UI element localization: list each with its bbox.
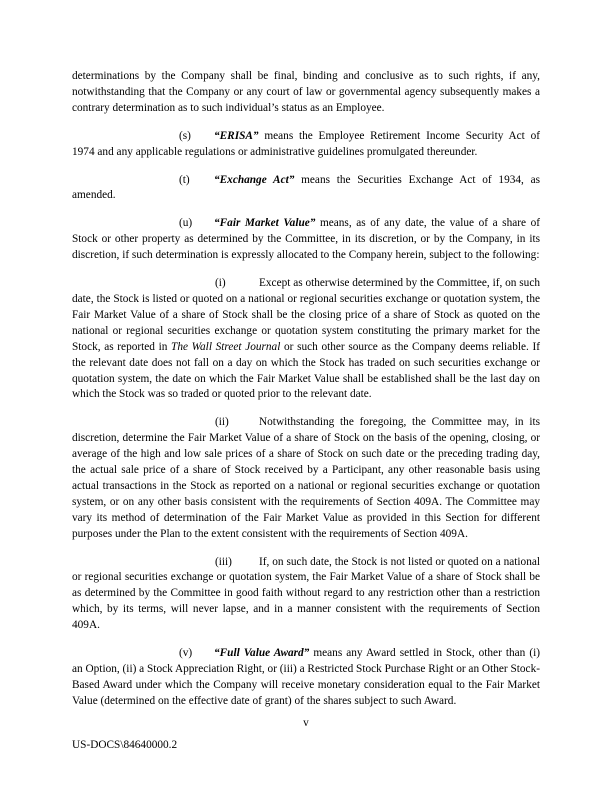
defined-term: “Full Value Award” (214, 647, 310, 660)
definition-full-value-award (72, 646, 540, 710)
document-id: US-DOCS\84640000.2 (72, 739, 178, 751)
subsection-text: Notwithstanding the foregoing, the Committee may, in its discretion, determine the Fair Market Value of a share of Stock on the basis of the opening, closing, or average of the high and low sale prices of a share of Stock on such date or the preceding trading day, the actual sale price of a share of Stock received by a Participant, any other reasonable basis using actual transactions in the Stock as reported on a national or regional securities exchange or quotation system, or on any other basis consistent with the requirements of Section 409A. The Committee may vary its method of determination of the Fair Market Value as provided in this Section for different purposes under the Plan to the extent consistent with the requirements of Section 409A. (72, 416, 540, 540)
subsection-text-part-b: or such other source as the Company deems reliable. If the relevant date does not fall on a day on which the Stock has traded on such securities exchange or quotation system, the date on which the Fair Market Value shall be established shall be the last day on which the Stock was so traded or quoted prior to the relevant date. (72, 340, 541, 401)
defined-term: “Fair Market Value” (214, 217, 316, 230)
subsection-text-part-a: Except as otherwise determined by the Committee, if, on such date, the Stock is listed or quoted on a national or regional securities exchange or quotation system, the Fair Market Value of a share of Stock shall be the closing price of a share of Stock as quoted on the national or regional securities exchange or quotation system constituting the primary market for the Stock, as reported in (72, 277, 540, 353)
definition-number: (s) (179, 129, 191, 142)
paragraph-continuation (72, 69, 540, 117)
publication-title: The Wall Street Journal (171, 340, 281, 353)
subsection-number: (iii) (215, 555, 232, 568)
subsection-ii (72, 415, 540, 542)
definition-exchange-act (72, 173, 540, 205)
definition-number: (v) (179, 647, 193, 660)
subsection-number: (ii) (215, 416, 229, 429)
definition-text: means the Securities Exchange Act of 1934, as amended. (72, 173, 541, 202)
definition-text: means, as of any date, the value of a share of Stock or other property as determined by the Committee, in its discretion, or by the Company, in its discretion, if such determination is expressly allocated to the Company herein, subject to the following: (72, 217, 540, 262)
definition-fair-market-value (72, 216, 540, 264)
defined-term: “ERISA” (214, 129, 259, 142)
definition-text: means the Employee Retirement Income Security Act of 1974 and any applicable regulations or administrative guidelines promulgated thereunder. (72, 129, 540, 158)
subsection-number: (i) (215, 277, 226, 290)
subsection-iii (72, 555, 540, 635)
page-number: v (303, 717, 309, 729)
definition-number: (t) (179, 173, 190, 186)
definition-text: means any Award settled in Stock, other than (i) an Option, (ii) a Stock Appreciation Right, or (iii) a Restricted Stock Purchase Right or an Other Stock-Based Award under which the Company will receive monetary consideration equal to the Fair Market Value (determined on the effective date of grant) of the shares subject to such Award. (72, 647, 540, 707)
subsection-i (72, 276, 540, 403)
defined-term: “Exchange Act” (214, 173, 295, 186)
document-body (72, 69, 540, 721)
definition-number: (u) (179, 217, 193, 230)
paragraph-text: determinations by the Company shall be final, binding and conclusive as to such rights, if any, notwithstanding that the Company or any court of law or governmental agency subsequently makes a contrary determination as to such individual’s status as an Employee. (72, 70, 540, 114)
subsection-text: If, on such date, the Stock is not listed or quoted on a national or regional securities exchange or quotation system, the Fair Market Value of a share of Stock shall be as determined by the Committee in good faith without regard to any restriction other than a restriction which, by its terms, will never lapse, and in a manner consistent with the requirements of Section 409A. (72, 555, 540, 632)
definition-erisa (72, 129, 540, 161)
